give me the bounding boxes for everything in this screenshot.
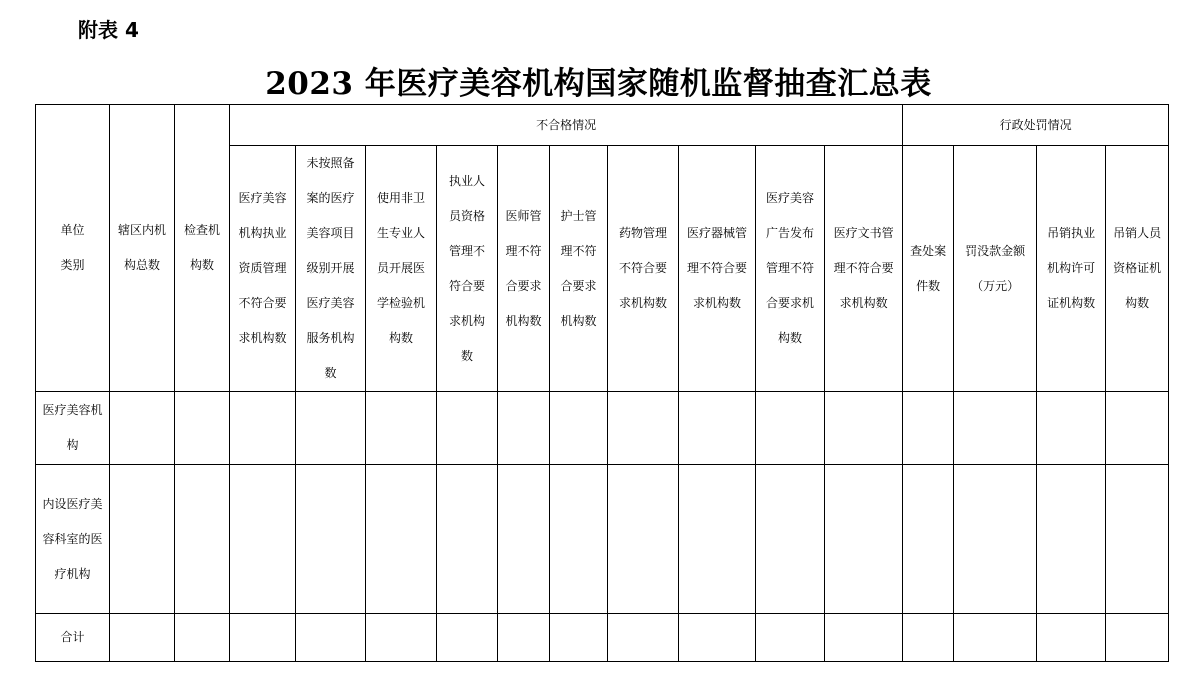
table-cell — [825, 465, 903, 614]
header-admin-1: 查处案 件数 — [903, 146, 954, 392]
header-unit-category: 单位 类别 — [36, 105, 110, 392]
header-nc-9: 医疗美容 广告发布 管理不符 合要求机 构数 — [756, 146, 825, 392]
row-label-total: 合计 — [36, 614, 110, 662]
table-cell — [175, 392, 230, 465]
table-cell — [498, 465, 550, 614]
table-cell — [437, 614, 498, 662]
header-admin-4: 吊销人员 资格证机 构数 — [1106, 146, 1169, 392]
table-cell — [825, 614, 903, 662]
table-row — [36, 392, 1169, 465]
table-cell — [366, 392, 437, 465]
row-label-internal-dept: 内设医疗美 容科室的医 疗机构 — [36, 465, 110, 614]
table-cell — [296, 392, 366, 465]
header-inspected: 检查机 构数 — [175, 105, 230, 392]
table-cell — [230, 465, 296, 614]
table-cell — [608, 392, 679, 465]
table-cell — [679, 392, 756, 465]
table-cell — [437, 392, 498, 465]
table-cell — [498, 392, 550, 465]
table-cell — [954, 614, 1037, 662]
table-cell — [366, 614, 437, 662]
table-cell — [954, 392, 1037, 465]
header-group-nonconform: 不合格情况 — [230, 105, 903, 146]
summary-table — [35, 104, 1169, 662]
table-cell — [230, 392, 296, 465]
header-nc-10: 医疗文书管 理不符合要 求机构数 — [825, 146, 903, 392]
table-cell — [679, 465, 756, 614]
table-cell — [110, 614, 175, 662]
table-cell — [1037, 465, 1106, 614]
table-cell — [756, 465, 825, 614]
table-cell — [954, 465, 1037, 614]
appendix-label: 附表 4 — [78, 18, 139, 42]
header-admin-2: 罚没款金额 （万元） — [954, 146, 1037, 392]
table-cell — [903, 392, 954, 465]
table-cell — [550, 392, 608, 465]
table-cell — [608, 465, 679, 614]
table-cell — [1037, 614, 1106, 662]
header-group-admin: 行政处罚情况 — [903, 105, 1169, 146]
table-cell — [1106, 392, 1169, 465]
header-nc-2: 未按照备 案的医疗 美容项目 级别开展 医疗美容 服务机构 数 — [296, 146, 366, 392]
header-nc-4: 执业人 员资格 管理不 符合要 求机构 数 — [437, 146, 498, 392]
table-cell — [366, 465, 437, 614]
table-cell — [679, 614, 756, 662]
header-nc-6: 护士管 理不符 合要求 机构数 — [550, 146, 608, 392]
table-cell — [756, 614, 825, 662]
table-cell — [550, 614, 608, 662]
table-row — [36, 465, 1169, 614]
table-row — [36, 614, 1169, 662]
table-cell — [608, 614, 679, 662]
table-cell — [756, 392, 825, 465]
table-cell — [230, 614, 296, 662]
header-nc-1: 医疗美容 机构执业 资质管理 不符合要 求机构数 — [230, 146, 296, 392]
table-cell — [110, 465, 175, 614]
header-district-total: 辖区内机 构总数 — [110, 105, 175, 392]
table-cell — [1106, 614, 1169, 662]
table-cell — [1037, 392, 1106, 465]
table-cell — [825, 392, 903, 465]
page-title: 2023 年医疗美容机构国家随机监督抽查汇总表 — [265, 66, 932, 102]
table-cell — [437, 465, 498, 614]
header-nc-3: 使用非卫 生专业人 员开展医 学检验机 构数 — [366, 146, 437, 392]
table-cell — [175, 465, 230, 614]
table-cell — [1106, 465, 1169, 614]
table-cell — [296, 465, 366, 614]
row-label-medical-beauty: 医疗美容机 构 — [36, 392, 110, 465]
table-cell — [110, 392, 175, 465]
table-cell — [175, 614, 230, 662]
table-cell — [498, 614, 550, 662]
header-nc-5: 医师管 理不符 合要求 机构数 — [498, 146, 550, 392]
table-cell — [296, 614, 366, 662]
header-nc-8: 医疗器械管 理不符合要 求机构数 — [679, 146, 756, 392]
header-admin-3: 吊销执业 机构许可 证机构数 — [1037, 146, 1106, 392]
table-cell — [903, 465, 954, 614]
table-cell — [903, 614, 954, 662]
table-cell — [550, 465, 608, 614]
header-nc-7: 药物管理 不符合要 求机构数 — [608, 146, 679, 392]
